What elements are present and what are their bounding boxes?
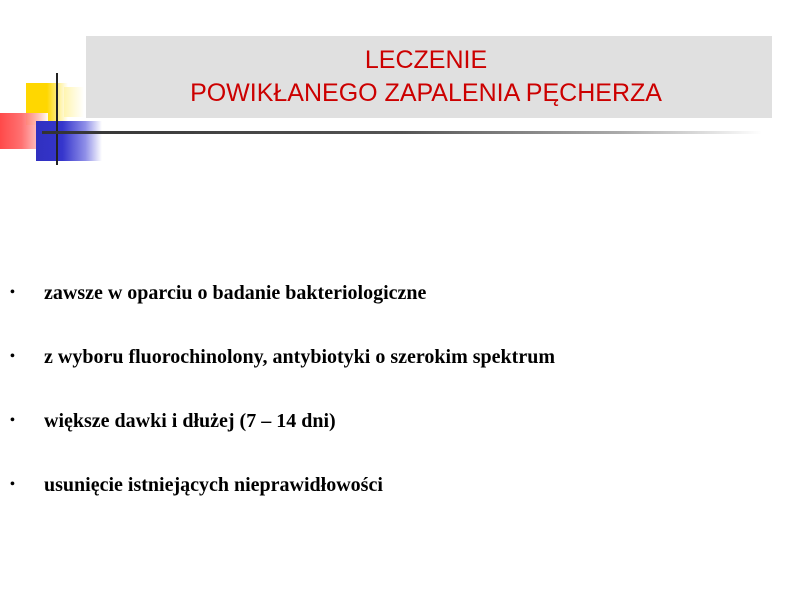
- bullet-item: [10, 339, 790, 403]
- slide-title-line-2: POWIKŁANEGO ZAPALENIA PĘCHERZA: [190, 79, 662, 107]
- bullet-text: z wyboru fluorochinolony, antybiotyki o szerokim spektrum: [44, 346, 555, 368]
- bullet-item: [10, 467, 790, 531]
- slide-title: [86, 44, 766, 110]
- title-underline: [42, 131, 762, 134]
- bullet-item: [10, 403, 790, 467]
- bullet-icon: •: [10, 285, 15, 300]
- bullet-icon: •: [10, 477, 15, 492]
- bullet-list: [10, 275, 790, 531]
- slide-title-line-1: LECZENIE: [364, 46, 488, 74]
- bullet-icon: •: [10, 349, 15, 364]
- decor-vertical-line: [56, 73, 58, 165]
- bullet-text: zawsze w oparciu o badanie bakteriologiczne: [44, 282, 427, 304]
- bullet-icon: •: [10, 413, 15, 428]
- decor-yellow-fade: [64, 87, 84, 117]
- bullet-item: [10, 275, 790, 339]
- bullet-text: usunięcie istniejących nieprawidłowości: [44, 474, 383, 496]
- decor-blue-square: [36, 121, 102, 161]
- bullet-text: większe dawki i dłużej (7 – 14 dni): [44, 410, 336, 432]
